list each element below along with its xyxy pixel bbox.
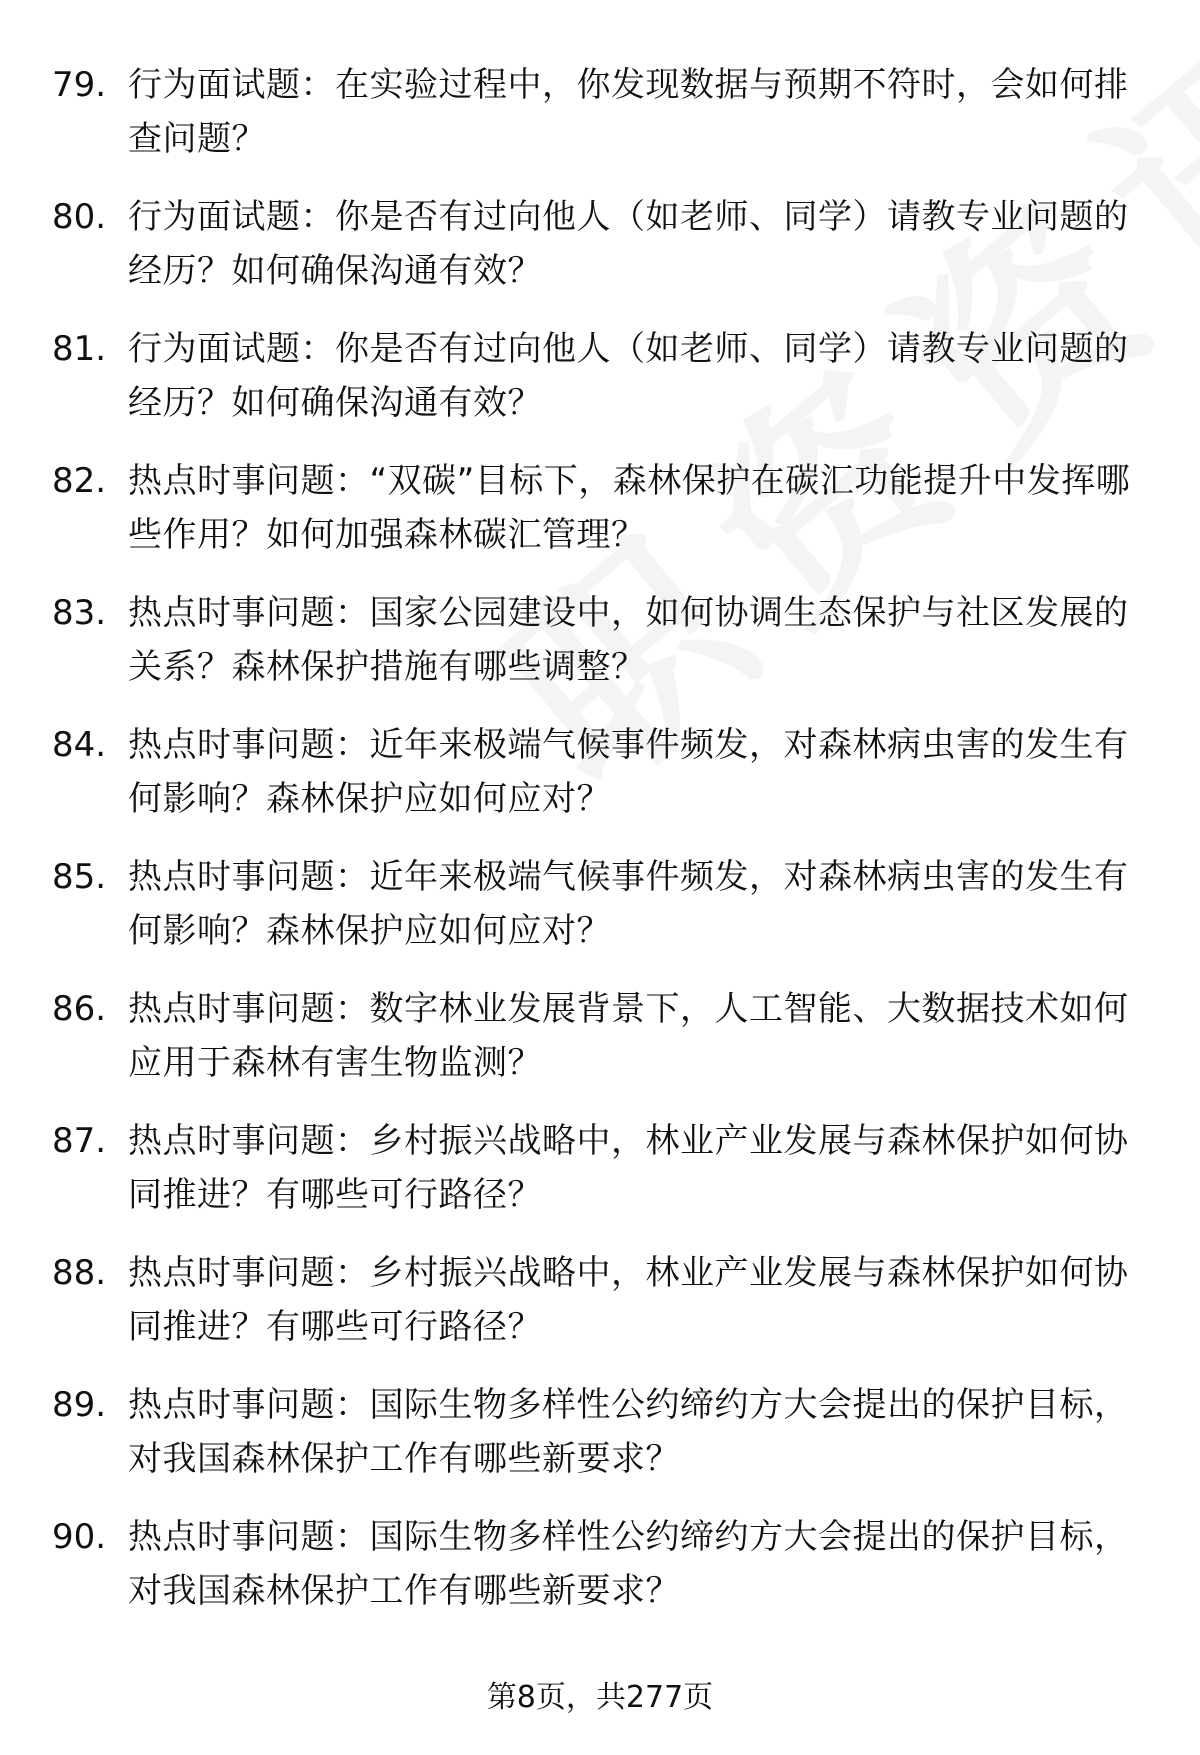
question-text: 热点时事问题：数字林业发展背景下，人工智能、大数据技术如何应用于森林有害生物监测？: [128, 989, 1129, 1083]
question-number: 90.: [52, 1517, 107, 1557]
question-item: [0, 982, 1200, 1114]
question-number: 79.: [52, 65, 107, 105]
question-item: [0, 190, 1200, 322]
question-item: [0, 454, 1200, 586]
question-item: [0, 1114, 1200, 1246]
question-list: [0, 58, 1200, 1642]
page-number-footer: 第8页，共277页: [486, 1680, 714, 1715]
question-number: 82.: [52, 461, 107, 501]
question-number: 84.: [52, 725, 107, 765]
question-item: [0, 1510, 1200, 1642]
question-text: 热点时事问题：近年来极端气候事件频发，对森林病虫害的发生有何影响？森林保护应如何应对？: [128, 857, 1129, 951]
question-number: 83.: [52, 593, 107, 633]
question-text: 热点时事问题：国家公园建设中，如何协调生态保护与社区发展的关系？森林保护措施有哪些调整？: [128, 593, 1129, 687]
question-number: 87.: [52, 1121, 107, 1161]
question-text: 热点时事问题：“双碳”目标下，森林保护在碳汇功能提升中发挥哪些作用？如何加强森林碳汇管理？: [128, 461, 1131, 555]
question-item: [0, 850, 1200, 982]
question-item: [0, 322, 1200, 454]
question-number: 85.: [52, 857, 107, 897]
question-text: 热点时事问题：国际生物多样性公约缔约方大会提出的保护目标，对我国森林保护工作有哪些新要求？: [128, 1517, 1129, 1611]
question-text: 行为面试题：在实验过程中，你发现数据与预期不符时，会如何排查问题？: [128, 65, 1129, 159]
question-number: 86.: [52, 989, 107, 1029]
question-item: [0, 1378, 1200, 1510]
question-item: [0, 718, 1200, 850]
question-text: 热点时事问题：乡村振兴战略中，林业产业发展与森林保护如何协同推进？有哪些可行路径？: [128, 1121, 1129, 1215]
question-text: 热点时事问题：近年来极端气候事件频发，对森林病虫害的发生有何影响？森林保护应如何应对？: [128, 725, 1129, 819]
question-item: [0, 58, 1200, 190]
question-item: [0, 1246, 1200, 1378]
question-text: 热点时事问题：国际生物多样性公约缔约方大会提出的保护目标，对我国森林保护工作有哪些新要求？: [128, 1385, 1129, 1479]
question-text: 行为面试题：你是否有过向他人（如老师、同学）请教专业问题的经历？如何确保沟通有效？: [128, 197, 1129, 291]
question-number: 89.: [52, 1385, 107, 1425]
question-number: 88.: [52, 1253, 107, 1293]
question-text: 行为面试题：你是否有过向他人（如老师、同学）请教专业问题的经历？如何确保沟通有效？: [128, 329, 1129, 423]
question-item: [0, 586, 1200, 718]
question-number: 81.: [52, 329, 107, 369]
question-text: 热点时事问题：乡村振兴战略中，林业产业发展与森林保护如何协同推进？有哪些可行路径？: [128, 1253, 1129, 1347]
question-number: 80.: [52, 197, 107, 237]
